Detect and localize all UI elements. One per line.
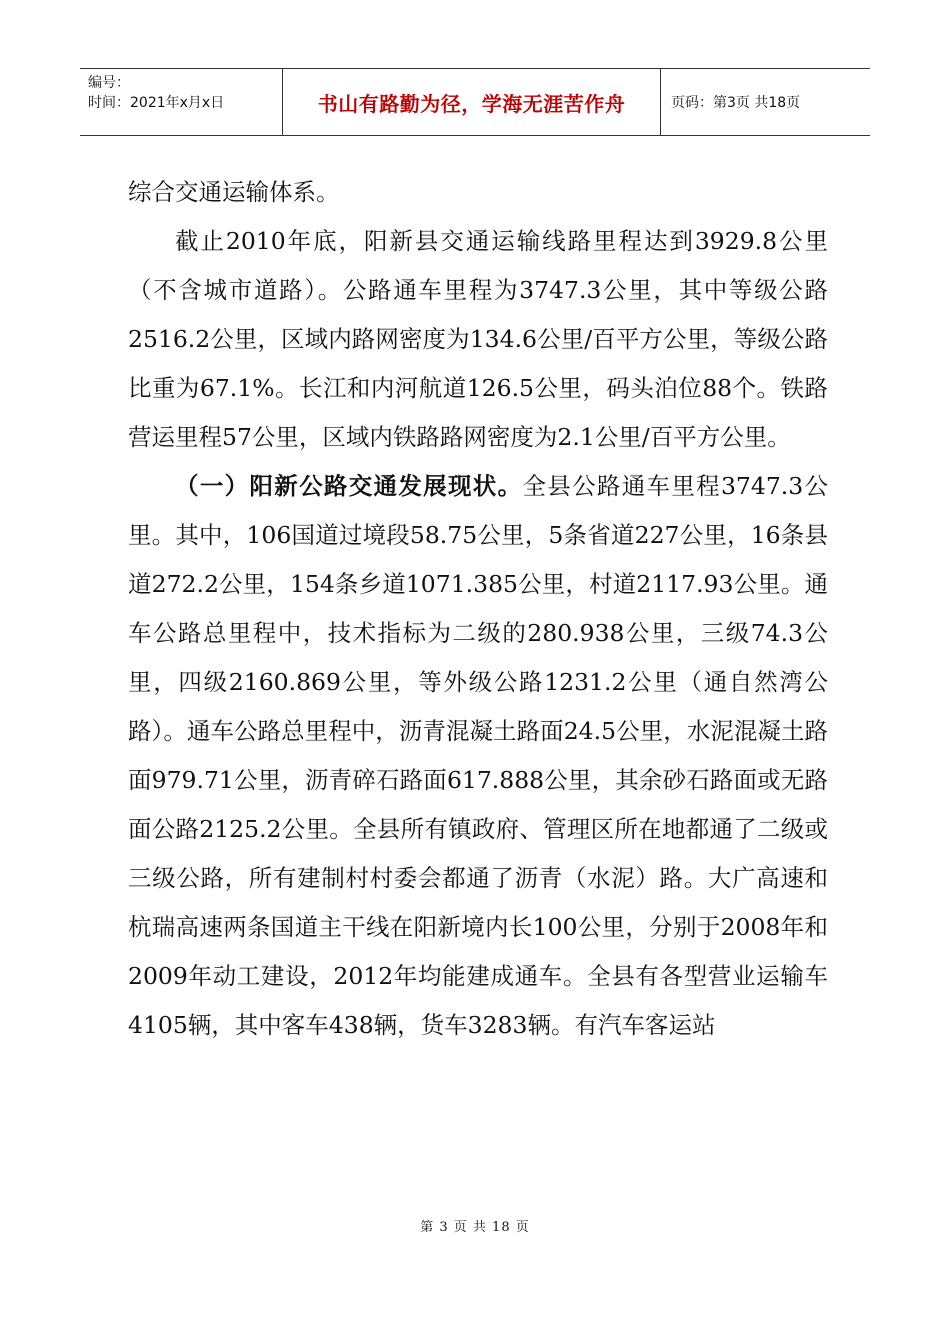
page-header (80, 68, 870, 136)
paragraph-summary: 截止2010年底，阳新县交通运输线路里程达到3929.8公里（不含城市道路）。公路通车里程为3747.3公里，其中等级公路2516.2公里，区域内路网密度为134.6公里/百平方公里，等级公路比重为67.1%。长江和内河航道126.5公里，码头泊位88个。铁路营运里程57公里，区域内铁路路网密度为2.1公里/百平方公里。 (128, 227, 828, 451)
page-footer: 第 3 页 共 18 页 (420, 1220, 530, 1235)
section-body: 全县公路通车里程3747.3公里。其中，106国道过境段58.75公里，5条省道227公里，16条县道272.2公里，154条乡道1071.385公里，村道2117.93公里。通车公路总里程中，技术指标为二级的280.938公里，三级74.3公里，四级2160.869公里，等外级公路1231.2公里（通自然湾公路）。通车公路总里程中，沥青混凝土路面24.5公里，水泥混凝土路面979.71公里，沥青碎石路面617.888公里，其余砂石路面或无路面公路2125.2公里。全县所有镇政府、管理区所在地都通了二级或三级公路，所有建制村村委会都通了沥青（水泥）路。大广高速和杭瑞高速两条国道主干线在阳新境内长100公里，分别于2008年和2009年动工建设，2012年均能建成通车。全县有各型营业运输车4105辆，其中客车438辆，货车3283辆。有汽车客运站 (128, 472, 829, 1039)
document-number-label: 编号： (88, 75, 130, 91)
header-page-info: 页码：第3页 共18页 (671, 95, 801, 111)
section-heading: （一）阳新公路交通发展现状。 (175, 472, 523, 500)
document-body (128, 168, 828, 1050)
header-meta (80, 69, 283, 135)
document-date: 时间：2021年x月x日 (88, 95, 225, 111)
paragraph-road-status (128, 462, 828, 1050)
header-motto: 书山有路勤为径，学海无涯苦作舟 (283, 69, 661, 135)
paragraph-continuation: 综合交通运输体系。 (128, 178, 340, 206)
